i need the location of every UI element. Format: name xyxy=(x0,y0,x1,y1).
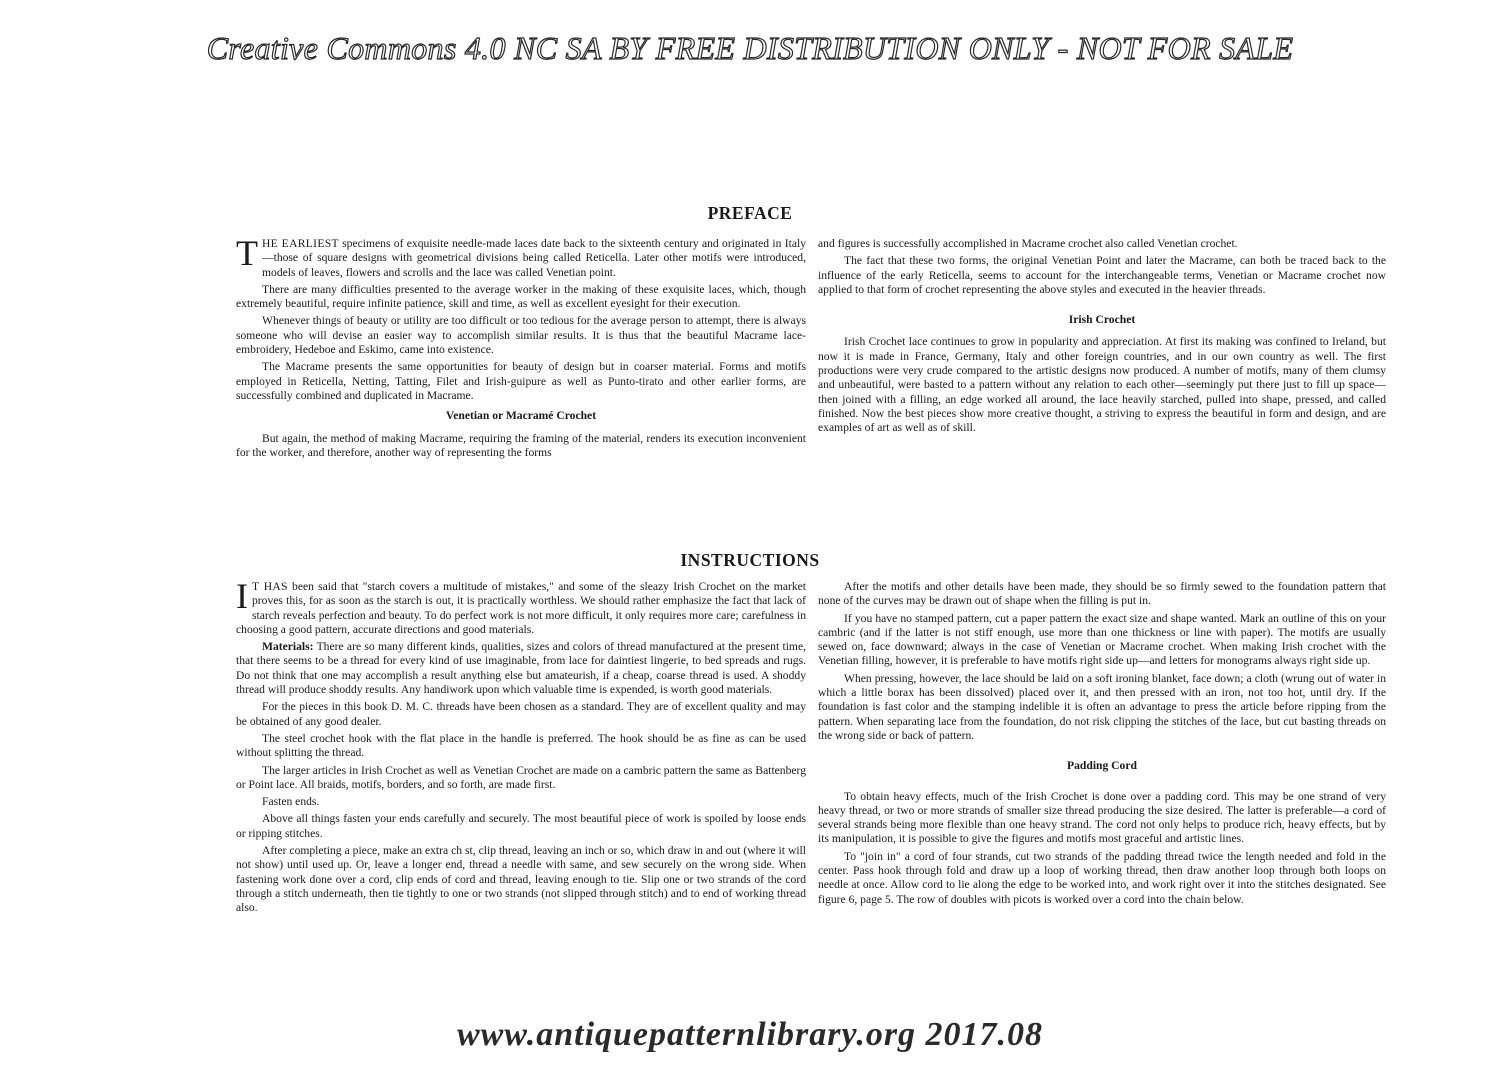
paragraph: The Macrame presents the same opportunities for beauty of design but in coarser material. Forms and motifs employed in Reticella, Netting, Tatting, Filet and Irish-guipure as well as Punto-tirato and other earlier forms, are successfully combined and duplicated in Macrame. xyxy=(236,360,806,402)
paragraph: Irish Crochet lace continues to grow in popularity and appreciation. At first its making was confined to Ireland, but now it is made in France, Germany, Italy and other foreign countries, and in our own country as well. The first productions were very crude compared to the artistic designs now produced. A number of motifs, many of them clumsy and unbeautiful, were basted to a pattern without any relation to each other—seemingly put there just to fill up space—then joined with a filling, an edge worked all around, the lace heavily starched, pulled into shape, pressed, and called finished. Now the best pieces show more creative thought, a striving to express the beautiful in form and design, and are examples of art as well as of skill. xyxy=(818,335,1386,435)
paragraph: The steel crochet hook with the flat place in the handle is preferred. The hook should be as fine as can be used without splitting the thread. xyxy=(236,731,806,760)
drop-cap: T xyxy=(236,233,258,273)
paragraph: But again, the method of making Macrame, requiring the framing of the material, renders its execution inconvenient for the worker, and therefore, another way of representing the forms xyxy=(236,431,806,459)
paragraph: To "join in" a cord of four strands, cut two strands of the padding thread twice the length needed and fold in the center. Pass hook through fold and draw up a loop of working thread, then draw another loop through both loops on needle at once. Allow cord to lie along the edge to be worked into, and work right over it into the stitches designated. See figure 6, page 5. The row of doubles with picots is worked over a cord into the chain below. xyxy=(818,849,1386,906)
paragraph-text: There are so many different kinds, qualities, sizes and colors of thread manufactured at the present time, that there seems to be a thread for every kind of use imaginable, from lace for daintiest lingerie, to bed spreads and rugs. Do not think that one may accomplish a result anything else but amateurish, if a cheap, coarse thread is used. A shoddy thread will produce shoddy results. Any handiwork upon which valuable time is expended, is worth good materials. xyxy=(236,640,806,697)
subheading-venetian: Venetian or Macramé Crochet xyxy=(445,409,597,423)
paragraph: When pressing, however, the lace should be laid on a soft ironing blanket, face down; a cloth (wrung out of water in which a little borax has been dissolved) placed over it, and then pressed with an iron, not too hot, until dry. If the foundation is fast color and the stamping indelible it is often an advantage to press the article before ripping from the pattern. When separating lace from the foundation, do not risk clipping the stitches of the lace, but cut basting threads on the wrong side or back of pattern. xyxy=(818,671,1386,742)
paragraph: Fasten ends. xyxy=(262,795,320,809)
instructions-right-column xyxy=(818,580,1386,907)
paragraph xyxy=(236,233,806,280)
footer-url: www.antiquepatternlibrary.org 2017.08 xyxy=(456,1016,1044,1053)
subheading-padding-cord: Padding Cord xyxy=(1067,759,1137,773)
paragraph: There are many difficulties presented to the average worker in the making of these exquisite laces, which, though extremely beautiful, require infinite patience, skill and time, as well as excellent eyesight for their execution. xyxy=(236,282,806,311)
lead-words: T HAS xyxy=(252,580,288,593)
paragraph: The larger articles in Irish Crochet as well as Venetian Crochet are made on a cambric pattern the same as Battenberg or Point lace. All braids, motifs, borders, and so forth, are made first. xyxy=(236,763,806,791)
paragraph: Whenever things of beauty or utility are too difficult or too tedious for the average person to attempt, there is always someone who will devise an easier way to accomplish similar results. It is thus that the beautiful Macrame lace-embroidery, Hedeboe and Eskimo, came into existence. xyxy=(236,314,806,357)
lead-words: HE EARLIEST xyxy=(262,237,339,250)
paragraph: After the motifs and other details have been made, they should be so firmly sewed to the foundation pattern that none of the curves may be drawn out of shape when the filling is put in. xyxy=(818,580,1386,608)
paragraph: and figures is successfully accomplished in Macrame crochet also called Venetian crochet. xyxy=(818,237,1238,250)
preface-left-column xyxy=(236,233,806,460)
paragraph: Above all things fasten your ends carefully and securely. The most beautiful piece of work is spoiled by loose ends or ripping stitches. xyxy=(236,812,806,840)
paragraph: The fact that these two forms, the original Venetian Point and later the Macrame, can both be traced back to the influence of the early Reticella, seems to account for the interchangeable terms, Venetian or Macrame crochet now applied to that form of crochet representing the above styles and executed in the heavier threads. xyxy=(818,254,1386,296)
subheading-irish-crochet: Irish Crochet xyxy=(1068,313,1136,327)
preface-right-column xyxy=(818,237,1386,436)
preface-title: PREFACE xyxy=(707,203,793,223)
license-banner: Creative Commons 4.0 NC SA BY FREE DISTRIBUTION ONLY - NOT FOR SALE xyxy=(206,30,1294,66)
paragraph xyxy=(236,640,806,697)
materials-label: Materials: xyxy=(262,640,314,654)
paragraph-text: specimens of exquisite needle-made laces date back to the sixteenth century and originated in Italy—those of square designs with geometrical divisions being called Reticella. Later other motifs were introduced, models of leaves, flowers and scrolls and the lace was called Venetian point. xyxy=(262,237,806,279)
paragraph: For the pieces in this book D. M. C. threads have been chosen as a standard. They are of excellent quality and may be obtained of any good dealer. xyxy=(236,700,806,728)
paragraph: If you have no stamped pattern, cut a paper pattern the exact size and shape wanted. Mark an outline of this on your cambric (and if the latter is not stiff enough, use more than one thickness or line with paper). The motifs are usually sewed on, face downward; always in the case of Venetian or Macrame crochet. When making Irish crochet with the Venetian filling, however, it is preferable to have motifs right side up—and letters for monograms always right side up. xyxy=(818,611,1386,668)
instructions-left-column xyxy=(236,576,806,916)
paragraph-text: been said that "starch covers a multitude of mistakes," and some of the sleazy Irish Crochet on the market proves this, for as soon as the starch is out, it is practically worthless. We should rather emphasize the fact that lack of starch reveals perfection and beauty. To do perfect work is not more difficult, it only requires more care; carefulness in choosing a good pattern, accurate directions and good materials. xyxy=(236,580,806,636)
paragraph: To obtain heavy effects, much of the Irish Crochet is done over a padding cord. This may be one strand of very heavy thread, or two or more strands of smaller size thread producing the size desired. The latter is preferable—a cord of several strands being more flexible than one heavy strand. The cord not only helps to produce rich, heavy effects, but by its manipulation, it is possible to give the figures and motifs most graceful and artistic lines. xyxy=(818,789,1386,846)
paragraph xyxy=(236,576,806,637)
drop-cap: I xyxy=(236,576,248,616)
instructions-title: INSTRUCTIONS xyxy=(680,550,820,570)
paragraph: After completing a piece, make an extra ch st, clip thread, leaving an inch or so, which draw in and out (where it will not show) until used up. Or, leave a longer end, thread a needle with same, and sew securely on the wrong side. When fastening work done over a cord, clip ends of cord and thread, leaving enough to tie. Slip one or two strands of the cord through a stitch underneath, then tie tightly to one or two strands (not slipped through stitch) and to end of working thread also. xyxy=(236,844,806,915)
